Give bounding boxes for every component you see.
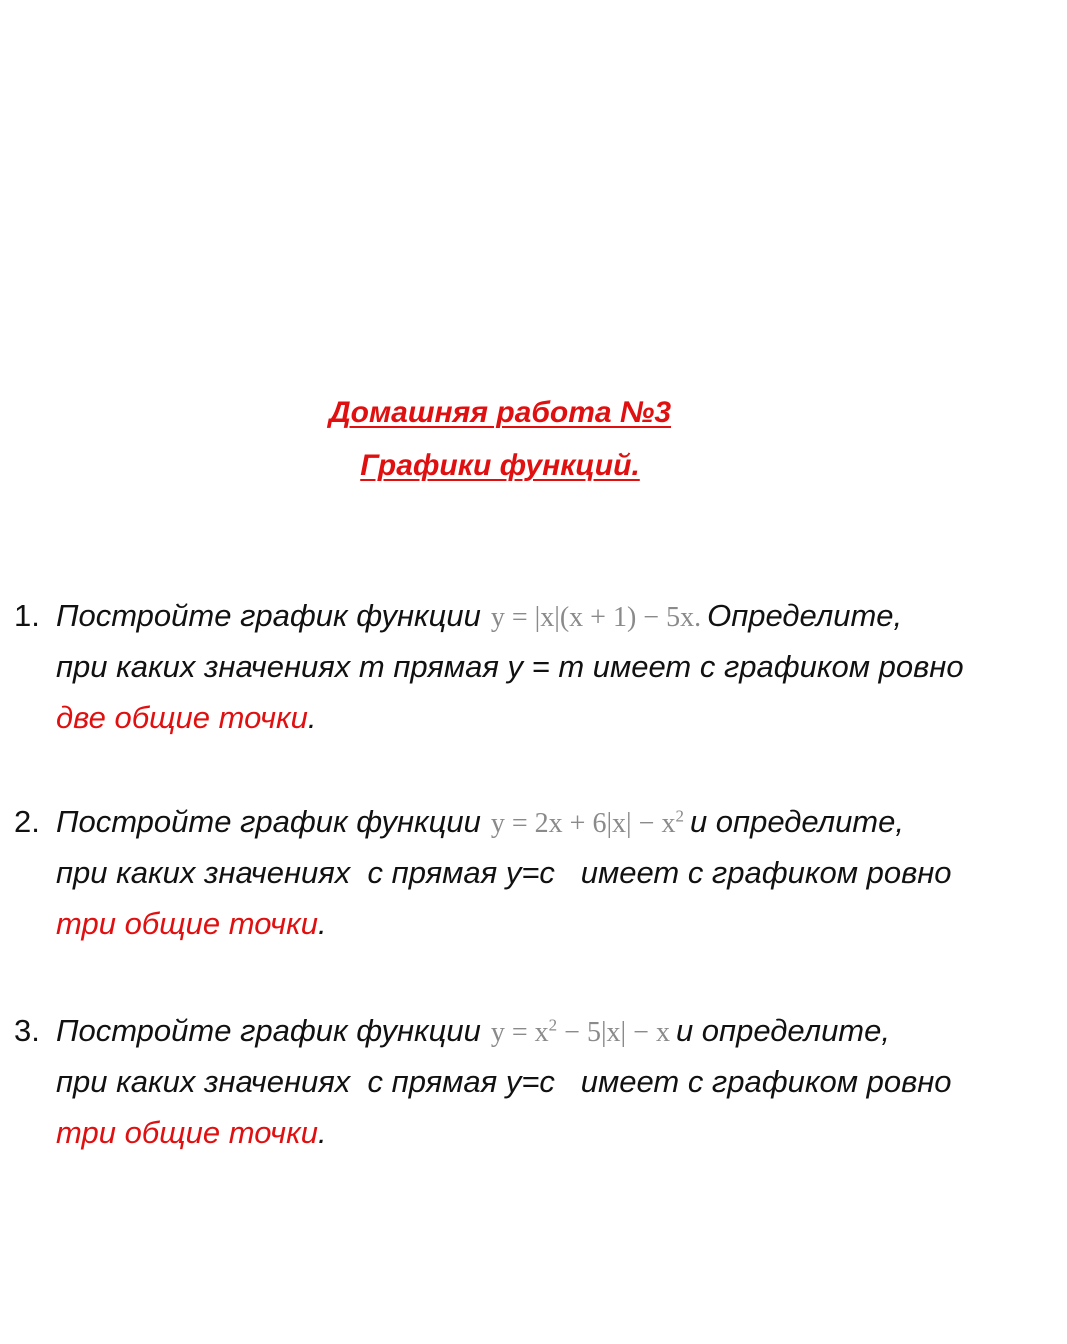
task-end: .	[317, 1115, 327, 1150]
task-formula: y = |x|(x + 1) − 5x.	[490, 602, 702, 633]
page-title: Домашняя работа №3	[329, 396, 671, 429]
task-after-formula: и определите,	[675, 1013, 890, 1048]
task-after-formula: и определите,	[689, 804, 904, 839]
task-number: 2.	[14, 804, 40, 839]
task-highlight: три общие точки	[56, 906, 318, 941]
task-number: 1.	[14, 598, 40, 633]
task-line	[56, 692, 1054, 743]
task-line	[56, 590, 1054, 641]
task-end: .	[307, 700, 317, 735]
task-line	[56, 898, 1054, 949]
task-formula	[491, 808, 684, 839]
formula-part-a: y = x	[490, 1017, 549, 1048]
task-item	[14, 1005, 1054, 1158]
task-item	[14, 590, 1054, 743]
task-line: при каких значениях m прямая y = m имеет с графиком ровно	[56, 649, 964, 684]
task-highlight: две общие точки	[56, 700, 308, 735]
task-after-formula: Определите,	[707, 598, 903, 633]
task-body	[56, 1005, 1054, 1158]
task-item	[14, 796, 1054, 949]
task-line	[56, 1005, 1054, 1056]
task-number: 3.	[14, 1013, 40, 1048]
task-line: при каких значениях с прямая y=с имеет с графиком ровно	[56, 855, 952, 890]
task-line	[56, 796, 1054, 847]
task-line: при каких значениях с прямая y=с имеет с графиком ровно	[56, 1064, 952, 1099]
task-end: .	[317, 906, 327, 941]
formula-main: y = 2x + 6|x| − x	[490, 808, 676, 839]
task-lead: Постройте график функции	[56, 1013, 481, 1048]
formula-part-b: − 5|x| − x	[557, 1017, 670, 1048]
formula-exponent: 2	[548, 1015, 558, 1035]
task-body	[56, 796, 1054, 949]
task-lead: Постройте график функции	[56, 804, 481, 839]
formula-exponent: 2	[675, 806, 684, 826]
task-lead: Постройте график функции	[56, 598, 481, 633]
task-line	[56, 1107, 1054, 1158]
task-body	[56, 590, 1054, 743]
task-formula	[491, 1017, 670, 1048]
page-subtitle: Графики функций.	[360, 449, 640, 482]
task-highlight: три общие точки	[56, 1115, 318, 1150]
